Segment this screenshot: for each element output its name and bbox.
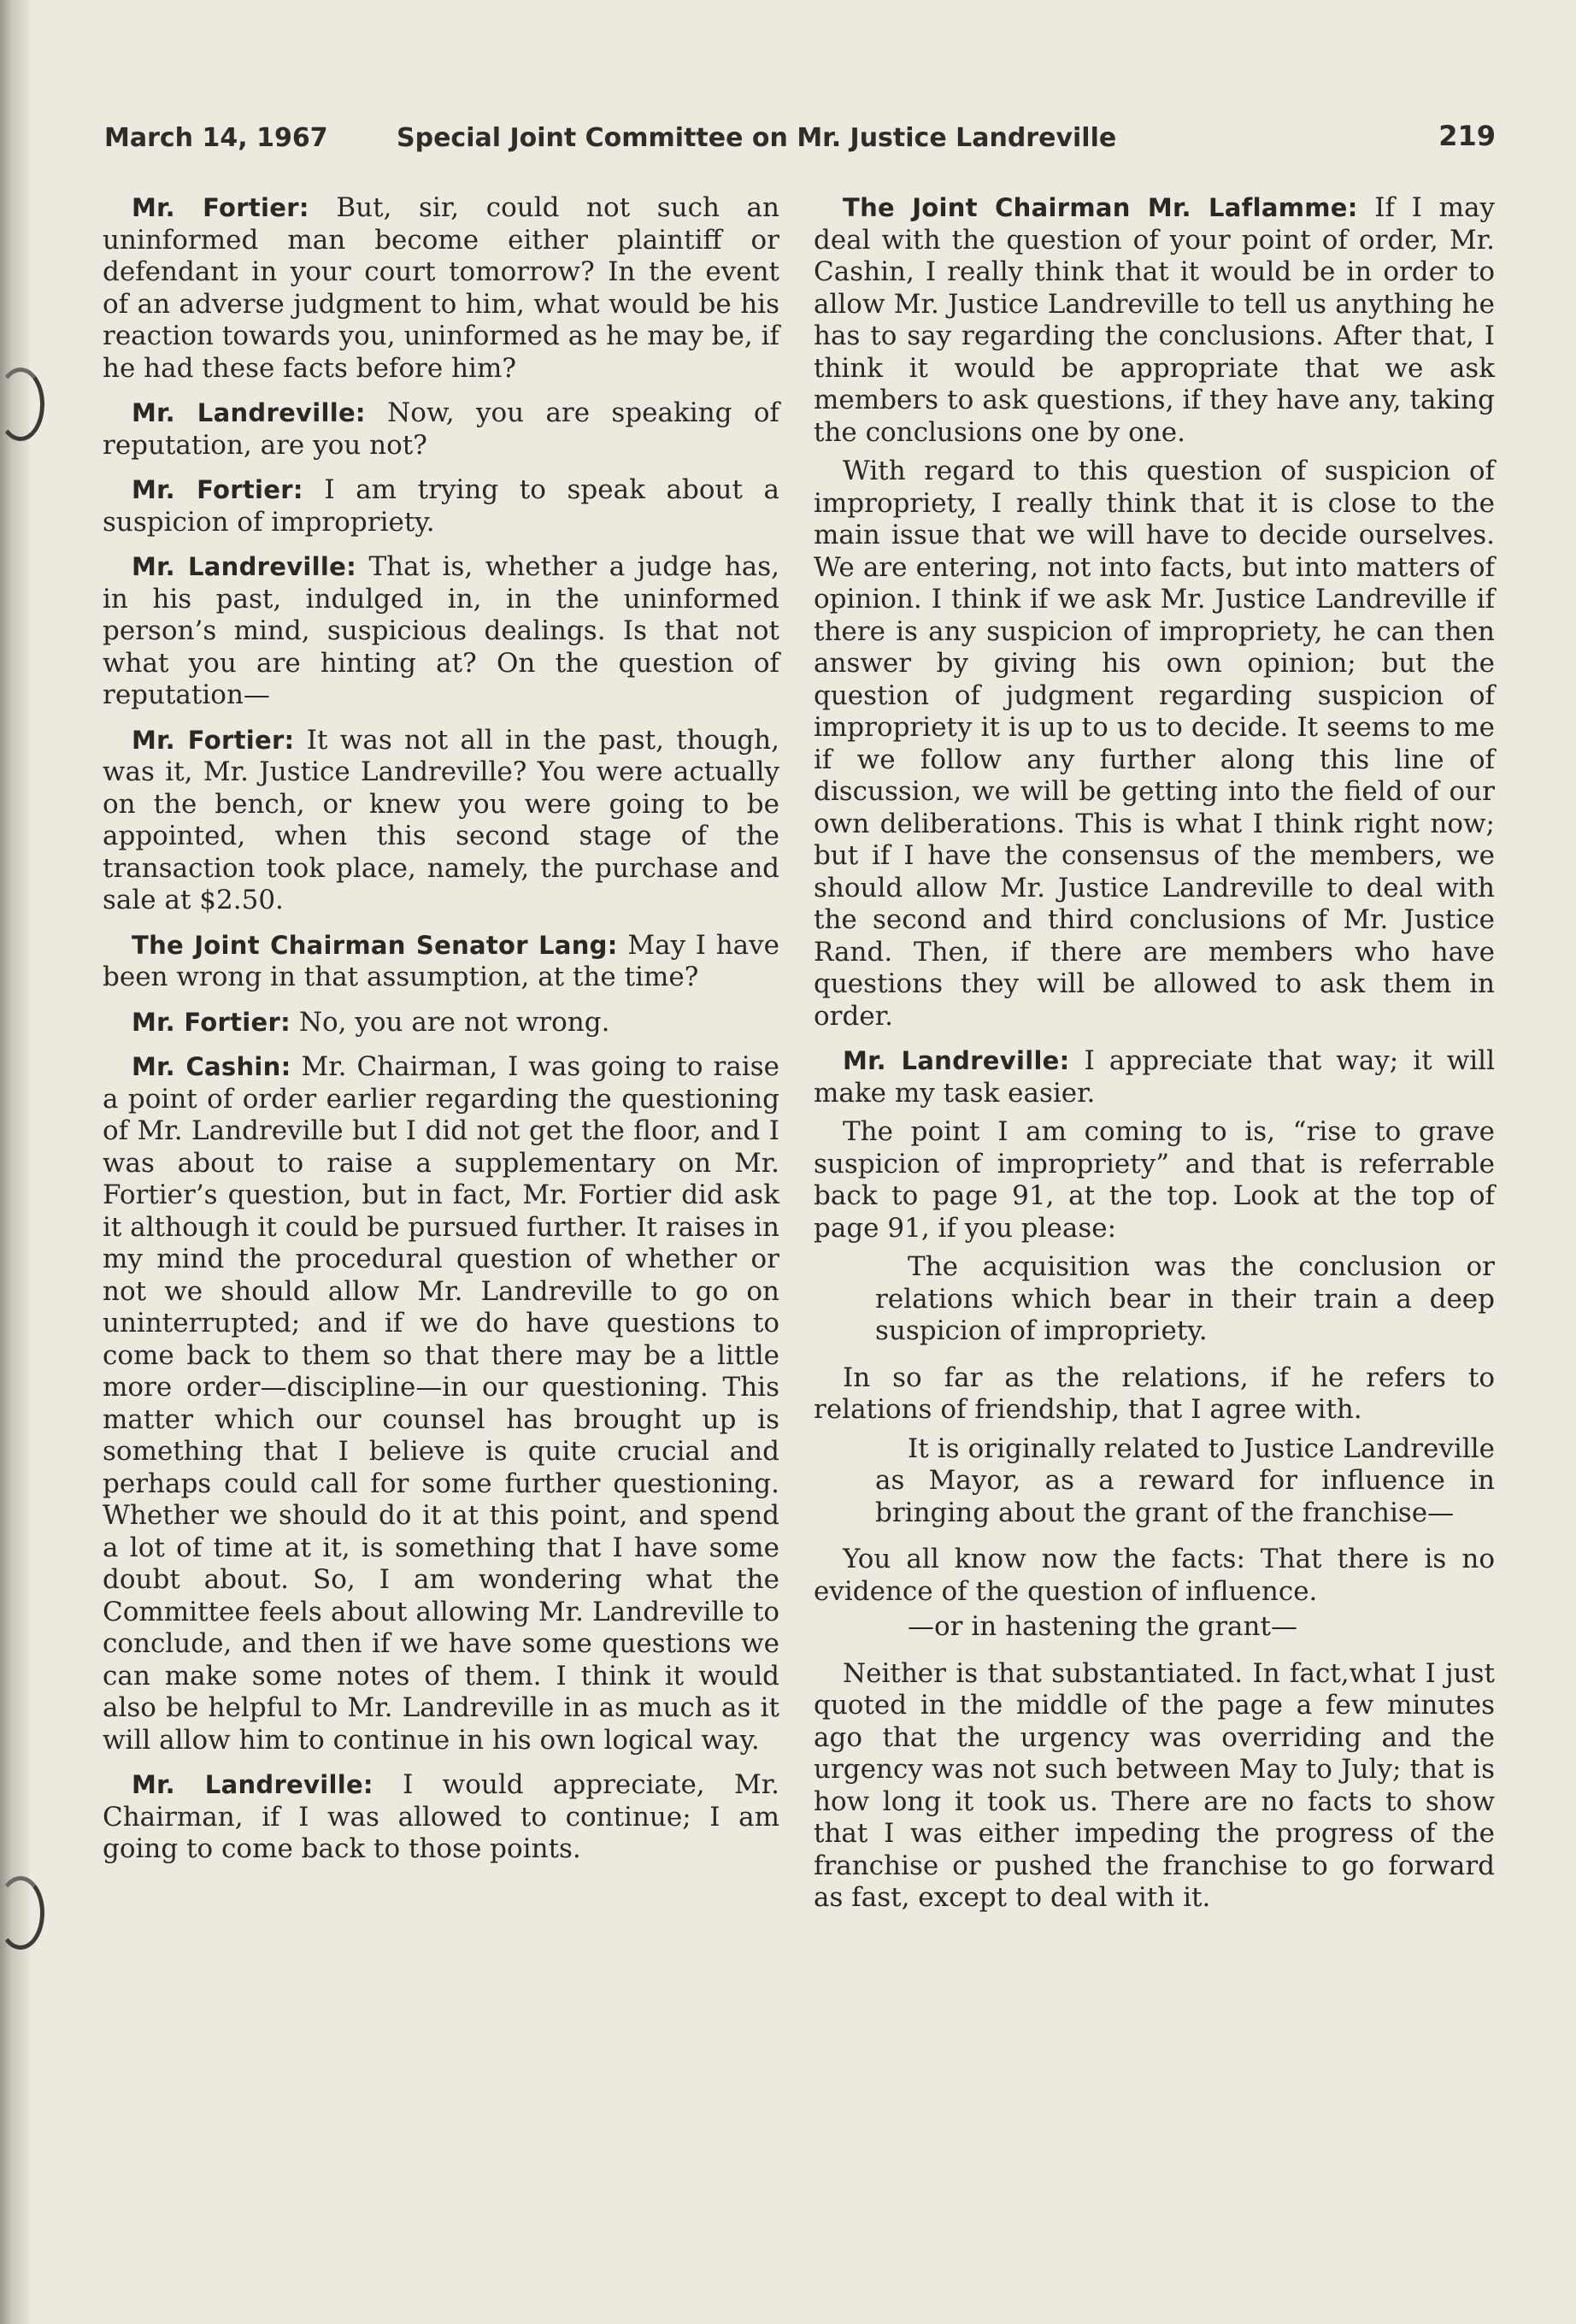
paragraph-chairman-laflamme bbox=[814, 192, 1495, 449]
speaker-name: Mr. Fortier: bbox=[132, 475, 303, 504]
paragraph-point bbox=[814, 1116, 1495, 1244]
speech-text: With regard to this question of suspicion of impropriety, I really think that it is close to the main issue that we will have to decide ourselves. We are entering, not into facts, but into matters of opinion. I think if we ask Mr. Justice Landreville if there is any suspicion of impropriety, he can then answer by giving his own opinion; but the question of judgment regarding suspicion of impropriety it is up to us to decide. It seems to me if we follow any further along this line of discussion, we will be getting into the field of our own deliberations. This is what I think right now; but if I have the consensus of the members, we should allow Mr. Justice Landreville to deal with the second and third conclusions of Mr. Justice Rand. Then, if there are members who have questions they will be allowed to ask them in order. bbox=[814, 456, 1495, 1032]
speech-text: You all know now the facts: That there is no evidence of the question of influence. bbox=[814, 1544, 1495, 1607]
paragraph-chairman-laflamme-cont bbox=[814, 456, 1495, 1033]
paragraph-cashin bbox=[103, 1051, 779, 1756]
header-title: Special Joint Committee on Mr. Justice Landreville bbox=[397, 123, 1117, 153]
speech-text: No, you are not wrong. bbox=[298, 1006, 610, 1038]
speech-text: The point I am coming to is, “rise to grave suspicion of impropriety” and that is referrable back to page 91, at the top. Look at the top of page 91, if you please: bbox=[814, 1116, 1495, 1244]
paragraph-landreville-3 bbox=[103, 1769, 779, 1866]
speech-text: It was not all in the past, though, was it, Mr. Justice Landreville? You were actually on the bench, or knew you were going to be appointed, when this second stage of the transaction took place, namely, the purchase and sale at $2.50. bbox=[103, 724, 780, 915]
paragraph-neither bbox=[814, 1658, 1495, 1915]
speech-text: I appreciate that way; it will make my task easier. bbox=[814, 1045, 1496, 1109]
speech-text: If I may deal with the question of your point of order, Mr. Cashin, I really think that it would be in order to allow Mr. Justice Landreville to tell us anything he has to say regarding the conclusions. After that, I think it would be appropriate that we ask members to ask questions, if they have any, taking the conclusions one by one. bbox=[814, 192, 1495, 448]
speaker-name: Mr. Landreville: bbox=[843, 1046, 1070, 1075]
speech-text: That is, whether a judge has, in his past, indulged in, in the uninformed person’s mind, suspicious dealings. Is that not what you are hinting at? On the question of reputation— bbox=[103, 551, 779, 710]
paragraph-fortier-2 bbox=[103, 474, 779, 538]
speech-text: I am trying to speak about a suspicion of impropriety. bbox=[103, 474, 779, 538]
speech-text: May I have been wrong in that assumption, at the time? bbox=[103, 929, 780, 992]
paragraph-landreville-4 bbox=[814, 1045, 1495, 1109]
paragraph-landreville-1 bbox=[103, 397, 779, 462]
speech-text: Now, you are speaking of reputation, are you not? bbox=[103, 397, 779, 461]
speech-text: Mr. Chairman, I was going to raise a point of order earlier regarding the questioning of Mr. Landreville but I did not get the floor, and I was about to raise a supplementary on Mr. Fortier’s question, but in fact, Mr. Fortier did ask it although it could be pursued further. It raises in my mind the procedural question of whether or not we should allow Mr. Landreville to go on uninterrupted; and if we do have questions to come back to them so that there may be a little more order—discipline—in our questioning. This matter which our counsel has brought up is something that I believe is quite crucial and perhaps could call for some further questioning. Whether we should do it at this point, and spend a lot of time at it, is something that I have some doubt about. So, I am wondering what the Committee feels about allowing Mr. Landreville to conclude, and then if we have some questions we can make some notes of them. I think it would also be helpful to Mr. Landreville in as much as it will allow him to continue in his own logical way. bbox=[103, 1051, 779, 1756]
paragraph-relations bbox=[814, 1362, 1495, 1427]
paragraph-facts bbox=[814, 1544, 1495, 1608]
speech-text: In so far as the relations, if he refers to relations of friendship, that I agree with. bbox=[814, 1362, 1495, 1425]
paragraph-fortier-3 bbox=[103, 725, 779, 917]
binder-hole-upper bbox=[0, 368, 44, 441]
speaker-name: Mr. Landreville: bbox=[132, 1770, 373, 1799]
block-quote-2: It is originally related to Justice Landreville as Mayor, as a reward for influence in bringing about the grant of the franchise— bbox=[875, 1433, 1495, 1528]
paragraph-landreville-2 bbox=[103, 551, 779, 712]
header-date: March 14, 1967 bbox=[104, 123, 328, 153]
speaker-name: Mr. Fortier: bbox=[132, 1007, 291, 1037]
speech-text: I would appreciate, Mr. Chairman, if I was allowed to continue; I am going to come back to those points. bbox=[103, 1769, 779, 1864]
paragraph-fortier-4 bbox=[103, 1007, 779, 1039]
block-quote-3: —or in hastening the grant— bbox=[908, 1611, 1297, 1642]
speaker-name: Mr. Landreville: bbox=[132, 398, 366, 427]
paragraph-fortier-1 bbox=[103, 192, 779, 385]
page-number: 219 bbox=[1438, 120, 1496, 152]
page-binding-edge bbox=[0, 0, 29, 2324]
left-column bbox=[103, 192, 779, 1879]
speaker-name: Mr. Fortier: bbox=[132, 193, 309, 222]
speech-text: But, sir, could not such an uninformed man become either plaintiff or defendant in your court tomorrow? In the event of an adverse judgment to him, what would be his reaction towards you, uninformed as he may be, if he had these facts before him? bbox=[103, 192, 780, 384]
binder-hole-lower bbox=[0, 1876, 44, 1950]
right-column bbox=[814, 192, 1495, 1927]
speaker-name: The Joint Chairman Mr. Laflamme: bbox=[843, 193, 1358, 222]
speaker-name: The Joint Chairman Senator Lang: bbox=[132, 930, 618, 960]
block-quote-1: The acquisition was the conclusion or relations which bear in their train a deep suspicion of impropriety. bbox=[875, 1251, 1495, 1346]
speaker-name: Mr. Fortier: bbox=[132, 725, 295, 755]
speaker-name: Mr. Cashin: bbox=[132, 1052, 291, 1081]
paragraph-chairman-lang bbox=[103, 930, 779, 994]
speaker-name: Mr. Landreville: bbox=[132, 552, 356, 581]
running-header bbox=[104, 120, 1496, 166]
speech-text: Neither is that substantiated. In fact,what I just quoted in the middle of the page a few minutes ago that the urgency was overriding and the urgency was not such between May to July; that is how long it took us. There are no facts to show that I was either impeding the progress of the franchise or pushed the franchise to go forward as fast, except to deal with it. bbox=[814, 1657, 1495, 1913]
